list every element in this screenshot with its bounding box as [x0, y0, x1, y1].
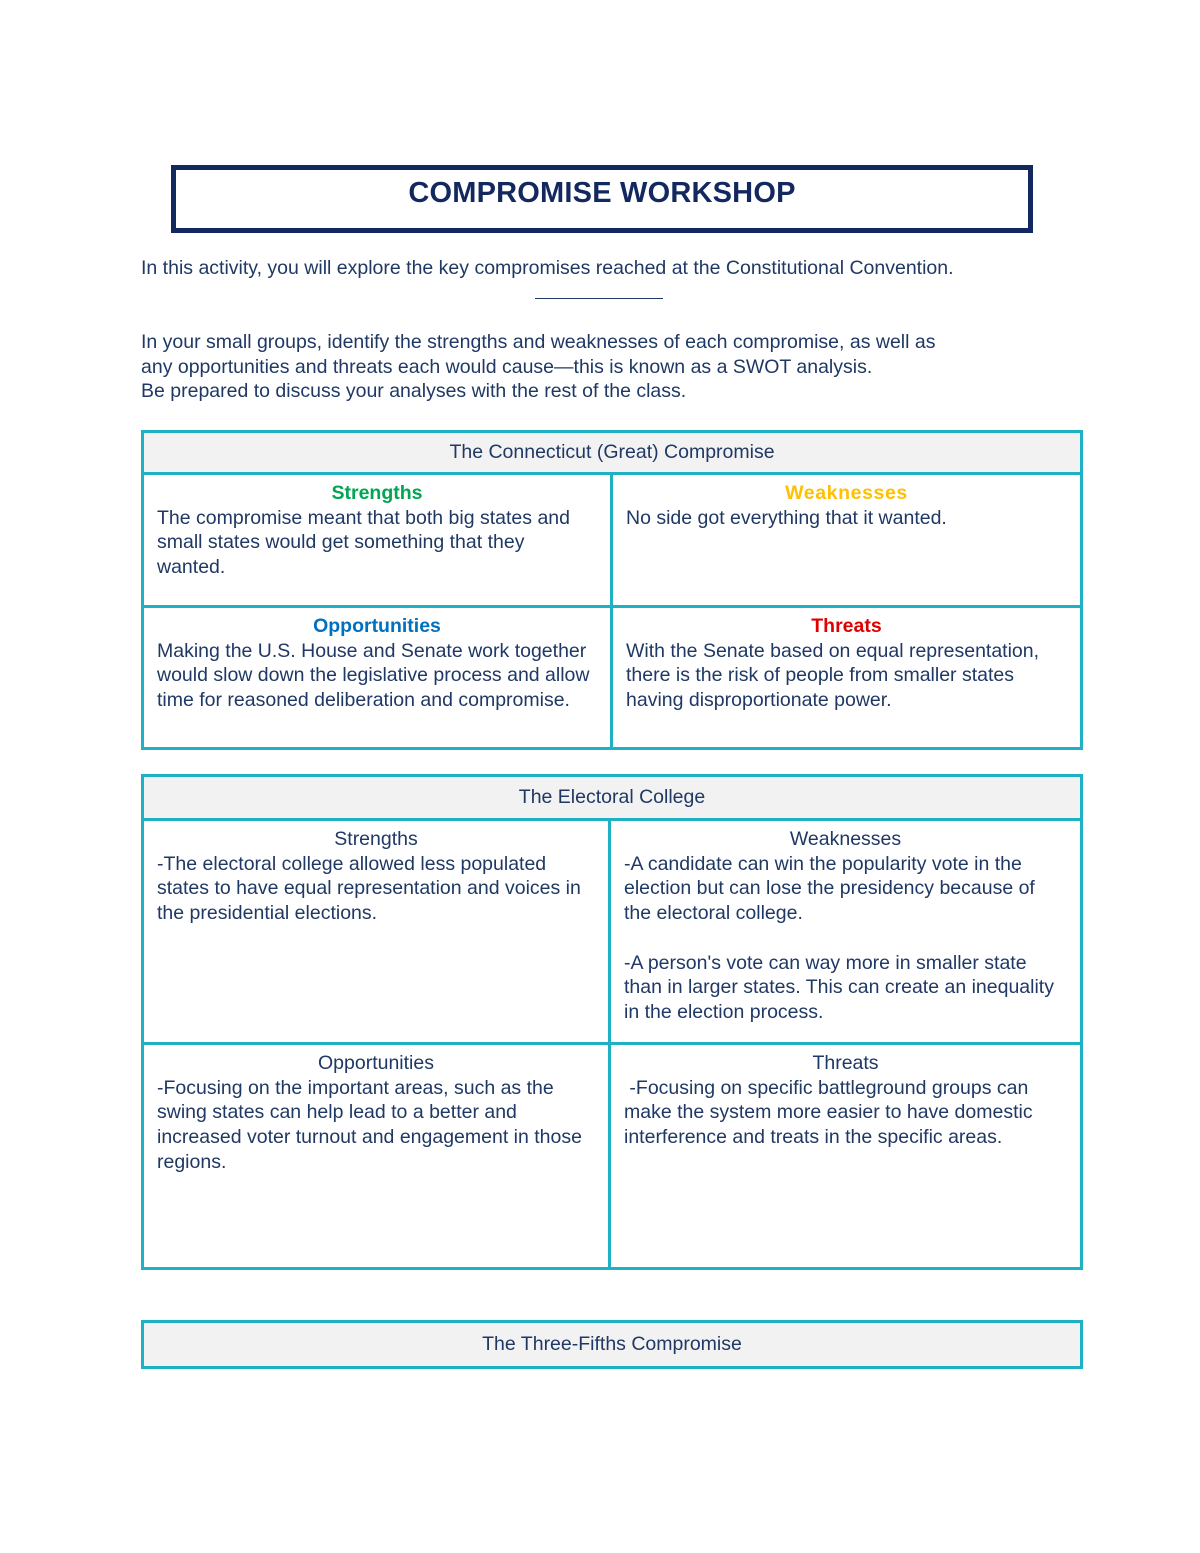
strengths-label: Strengths [334, 828, 418, 850]
page-title: COMPROMISE WORKSHOP [408, 176, 796, 209]
weaknesses-label: Weaknesses [789, 828, 902, 850]
strengths-text: The compromise meant that both big states and small states would get something that they wanted. [157, 506, 570, 579]
paragraph-gap [624, 926, 1067, 951]
connecticut-swot-table [141, 430, 1083, 750]
strengths-label: Strengths [331, 482, 423, 504]
three-fifths-swot-table [141, 1320, 1083, 1369]
three-fifths-heading: The Three-Fifths Compromise [143, 1322, 1082, 1368]
title-box [171, 165, 1033, 233]
electoral-opportunities-cell [143, 1044, 610, 1269]
electoral-strengths-cell [143, 820, 610, 1044]
electoral-heading: The Electoral College [143, 776, 1082, 820]
opportunities-label: Opportunities [313, 615, 441, 637]
electoral-swot-table [141, 774, 1083, 1270]
threats-label: Threats [812, 1052, 879, 1074]
connecticut-opportunities-cell [143, 607, 612, 749]
divider-line [535, 298, 663, 299]
instructions-paragraph [141, 330, 1081, 404]
weaknesses-label: Weaknesses [785, 482, 908, 504]
connecticut-threats-cell [612, 607, 1082, 749]
connecticut-heading: The Connecticut (Great) Compromise [143, 432, 1082, 474]
threats-label: Threats [811, 615, 882, 637]
strengths-text: -The electoral college allowed less populated states to have equal representation and voices in the presidential elections. [157, 852, 581, 925]
opportunities-text: -Focusing on the important areas, such as the swing states can help lead to a better and increased voter turnout and engagement in those regions. [157, 1076, 582, 1173]
weaknesses-text-2: -A person's vote can way more in smaller state than in larger states. This can create an inequality in the election process. [624, 951, 1054, 1023]
threats-text: With the Senate based on equal representation, there is the risk of people from smaller states having disproportionate power. [626, 639, 1040, 712]
threats-text: -Focusing on specific battleground groups can make the system more easier to have domestic interference and treats in the specific areas. [624, 1076, 1039, 1149]
weaknesses-text-1: -A candidate can win the popularity vote in the election but can lose the presidency because of the electoral college. [624, 852, 1035, 925]
connecticut-weaknesses-cell [612, 474, 1082, 607]
instructions-line-3: Be prepared to discuss your analyses with the rest of the class. [141, 380, 687, 402]
weaknesses-text: No side got everything that it wanted. [626, 506, 947, 529]
instructions-line-2: any opportunities and threats each would cause—this is known as a SWOT analysis. [141, 355, 873, 378]
intro-paragraph [141, 256, 1081, 281]
opportunities-label: Opportunities [318, 1052, 434, 1074]
connecticut-strengths-cell [143, 474, 612, 607]
electoral-weaknesses-cell [610, 820, 1082, 1044]
opportunities-text: Making the U.S. House and Senate work together would slow down the legislative process and allow time for reasoned deliberation and compromise. [157, 639, 590, 712]
instructions-line-1: In your small groups, identify the strengths and weaknesses of each compromise, as well as [141, 331, 936, 353]
electoral-threats-cell [610, 1044, 1082, 1269]
intro-line: In this activity, you will explore the key compromises reached at the Constitutional Convention. [141, 257, 954, 279]
